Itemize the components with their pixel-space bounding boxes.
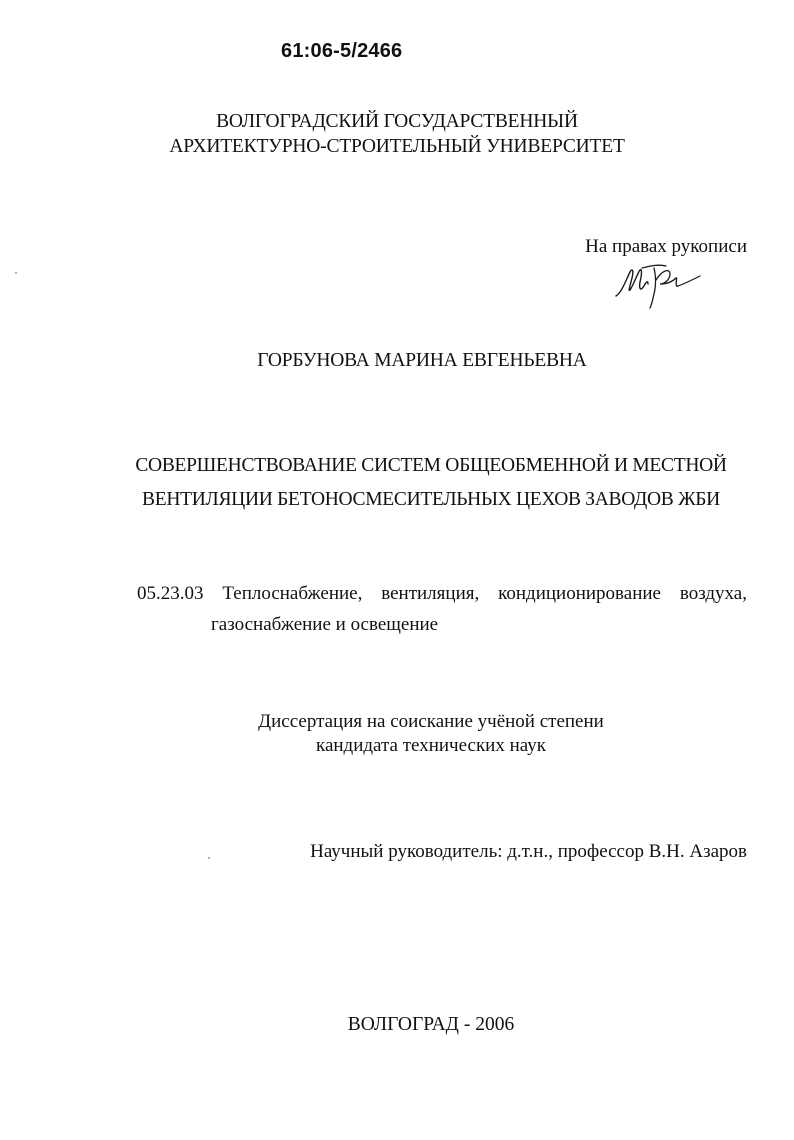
scan-speck (208, 857, 210, 859)
scan-speck (15, 272, 17, 274)
university-name (0, 109, 794, 159)
specialty-word: Теплоснабжение, (222, 583, 363, 604)
specialty-block (137, 580, 747, 639)
thesis-title (0, 449, 794, 517)
thesis-title-line-1: СОВЕРШЕНСТВОВАНИЕ СИСТЕМ ОБЩЕОБМЕННОЙ И МЕСТНОЙ (135, 455, 727, 476)
specialty-code: 05.23.03 (137, 583, 204, 604)
signature-icon (612, 258, 704, 310)
university-line-1: ВОЛГОГРАДСКИЙ ГОСУДАРСТВЕННЫЙ (216, 111, 578, 132)
thesis-title-line-2: ВЕНТИЛЯЦИИ БЕТОНОСМЕСИТЕЛЬНЫХ ЦЕХОВ ЗАВОДОВ ЖБИ (142, 489, 720, 510)
manuscript-rights-label: На правах рукописи (585, 236, 747, 257)
author-name: ГОРБУНОВА МАРИНА ЕВГЕНЬЕВНА (257, 350, 587, 371)
city-year: ВОЛГОГРАД - 2006 (347, 1014, 515, 1035)
degree-line-1: Диссертация на соискание учёной степени (258, 711, 604, 732)
scientific-supervisor: Научный руководитель: д.т.н., профессор В.Н. Азаров (310, 841, 747, 862)
university-line-2: АРХИТЕКТУРНО-СТРОИТЕЛЬНЫЙ УНИВЕРСИТЕТ (169, 136, 625, 157)
specialty-word: вентиляция, (381, 583, 480, 604)
degree-line-2: кандидата технических наук (316, 735, 546, 756)
specialty-word: кондиционирование (498, 583, 661, 604)
specialty-line-1 (137, 580, 747, 608)
catalog-number: 61:06-5/2466 (281, 40, 403, 62)
specialty-line-2: газоснабжение и освещение (211, 614, 439, 635)
degree-statement (0, 710, 794, 758)
specialty-word: воздуха, (679, 583, 747, 604)
